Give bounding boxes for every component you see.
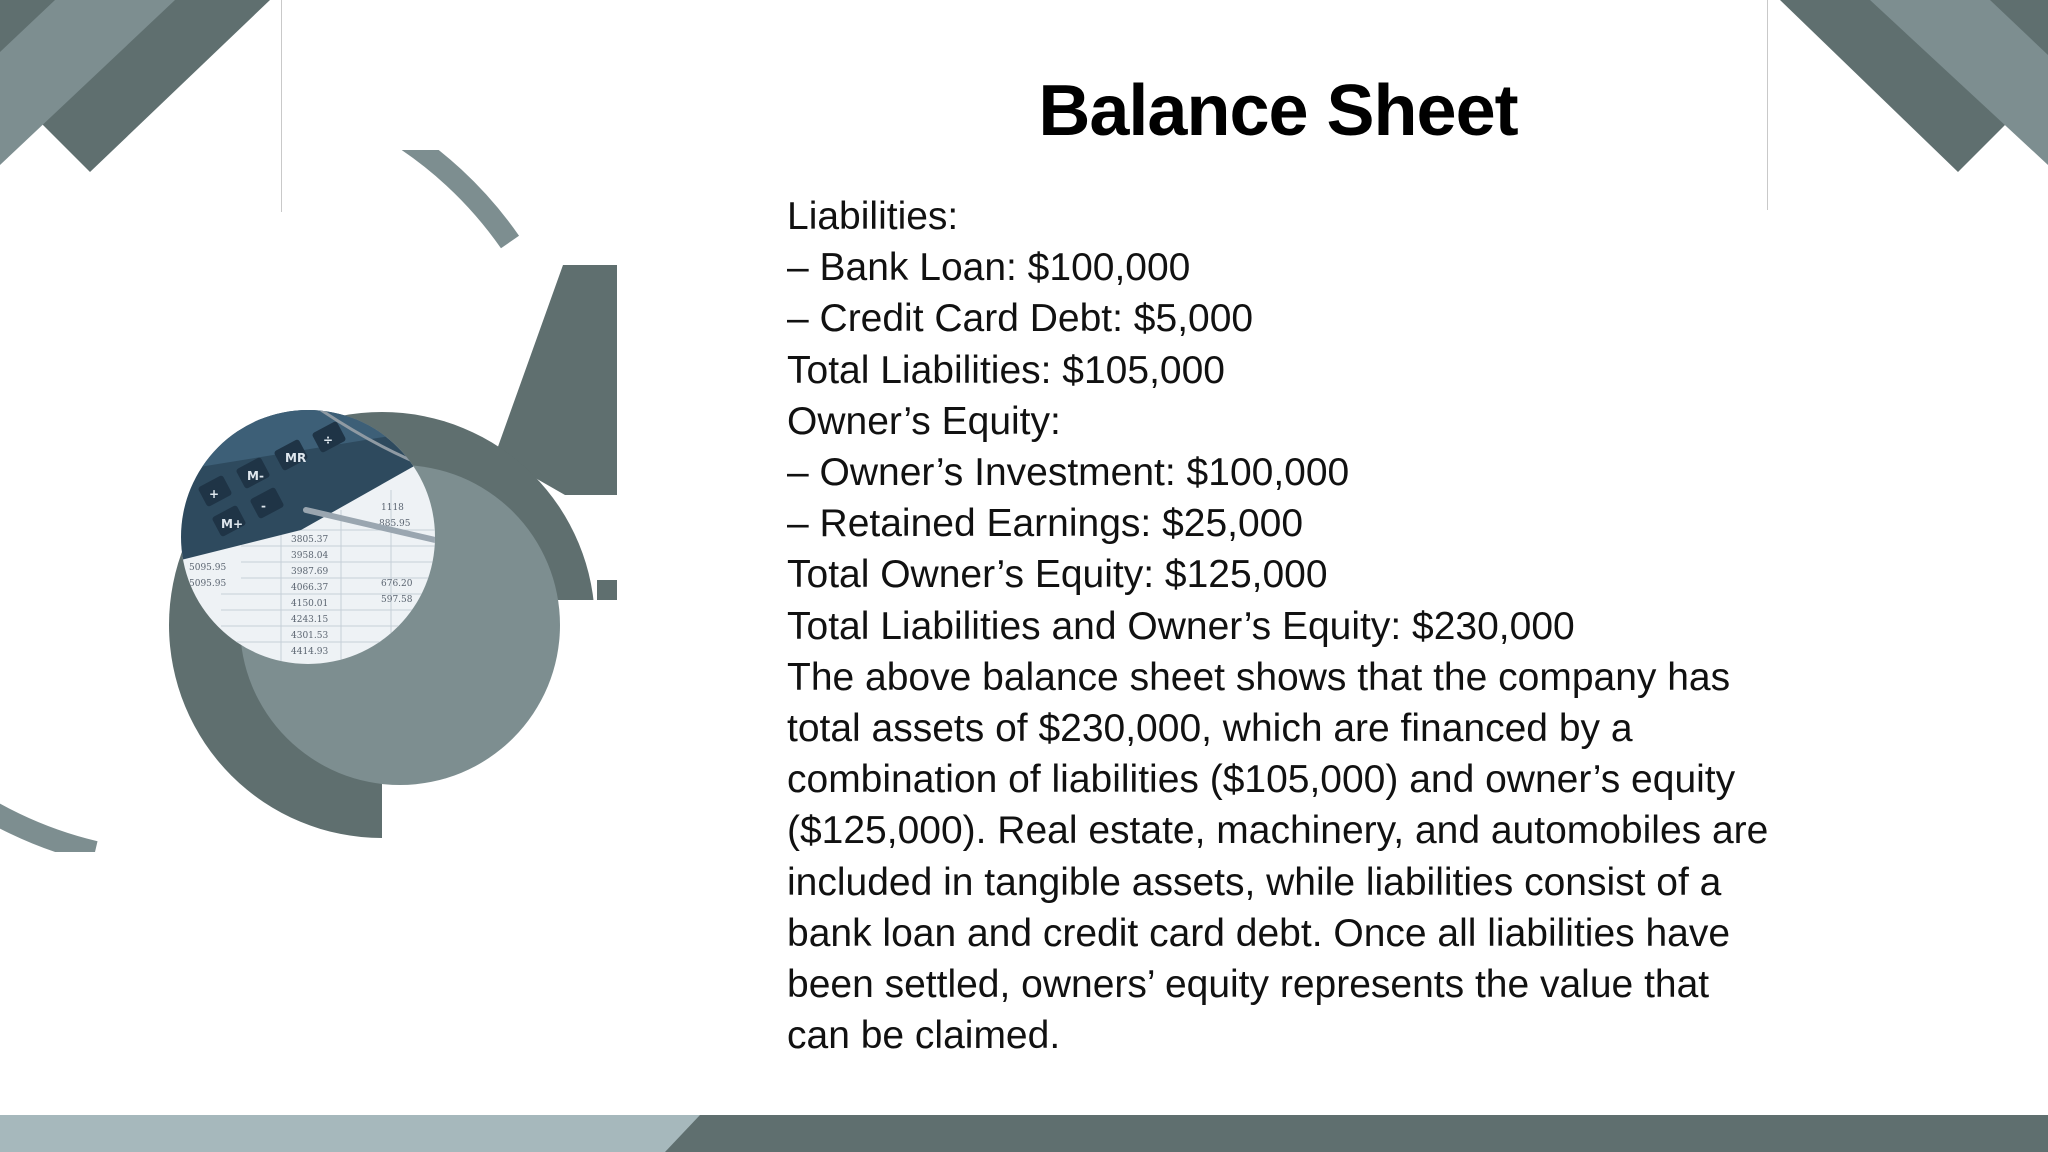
summary-line: combination of liabilities ($105,000) and owner’s equity (787, 758, 1736, 802)
svg-text:885.95: 885.95 (379, 519, 411, 529)
bank-loan-line: – Bank Loan: $100,000 (787, 246, 1191, 290)
bottom-band (0, 1115, 2048, 1152)
retained-earnings-line: – Retained Earnings: $25,000 (787, 502, 1304, 546)
summary-line: included in tangible assets, while liabilities consist of a (787, 860, 1722, 904)
svg-text:+: + (209, 487, 220, 501)
svg-text:3805.37: 3805.37 (291, 535, 329, 545)
svg-text:4150.01: 4150.01 (291, 599, 329, 609)
total-liabilities-equity-line: Total Liabilities and Owner’s Equity: $230,000 (787, 604, 1575, 648)
total-owners-equity-line: Total Owner’s Equity: $125,000 (787, 553, 1328, 597)
svg-text:4243.15: 4243.15 (291, 615, 329, 625)
svg-text:1118: 1118 (381, 503, 404, 513)
left-divider-line (281, 0, 282, 212)
total-liabilities-line: Total Liabilities: $105,000 (787, 348, 1225, 392)
svg-text:5095.95: 5095.95 (189, 579, 227, 589)
svg-text:M-: M- (247, 469, 264, 483)
owners-equity-heading: Owner’s Equity: (787, 399, 1061, 443)
liabilities-heading: Liabilities: (787, 195, 959, 238)
slide-title: Balance Sheet (1038, 71, 1518, 151)
svg-text:5095.95: 5095.95 (189, 563, 227, 573)
summary-line: can be claimed. (787, 1014, 1061, 1058)
svg-text:M+: M+ (221, 517, 243, 531)
summary-line: The above balance sheet shows that the company has (787, 655, 1731, 699)
svg-text:MR: MR (285, 451, 307, 465)
svg-text:4414.93: 4414.93 (291, 647, 329, 657)
calculator-spreadsheet-photo (181, 410, 435, 664)
svg-text:4301.53: 4301.53 (291, 631, 329, 641)
svg-text:676.20: 676.20 (381, 579, 413, 589)
svg-text:-: - (261, 499, 266, 513)
svg-text:÷: ÷ (323, 433, 334, 447)
top-left-corner-decoration (0, 0, 270, 172)
svg-text:3958.04: 3958.04 (291, 551, 329, 561)
summary-line: bank loan and credit card debt. Once all liabilities have (787, 911, 1731, 955)
summary-line: ($125,000). Real estate, machinery, and automobiles are (787, 809, 1769, 853)
slide-body (787, 191, 1947, 1061)
svg-text:3987.69: 3987.69 (291, 567, 329, 577)
credit-card-debt-line: – Credit Card Debt: $5,000 (787, 297, 1254, 341)
svg-text:597.58: 597.58 (381, 595, 413, 605)
summary-line: been settled, owners’ equity represents the value that (787, 963, 1710, 1007)
top-right-corner-decoration (1780, 0, 2048, 172)
summary-line: total assets of $230,000, which are financed by a (787, 707, 1633, 751)
owners-investment-line: – Owner’s Investment: $100,000 (787, 451, 1350, 495)
svg-text:4066.37: 4066.37 (291, 583, 329, 593)
